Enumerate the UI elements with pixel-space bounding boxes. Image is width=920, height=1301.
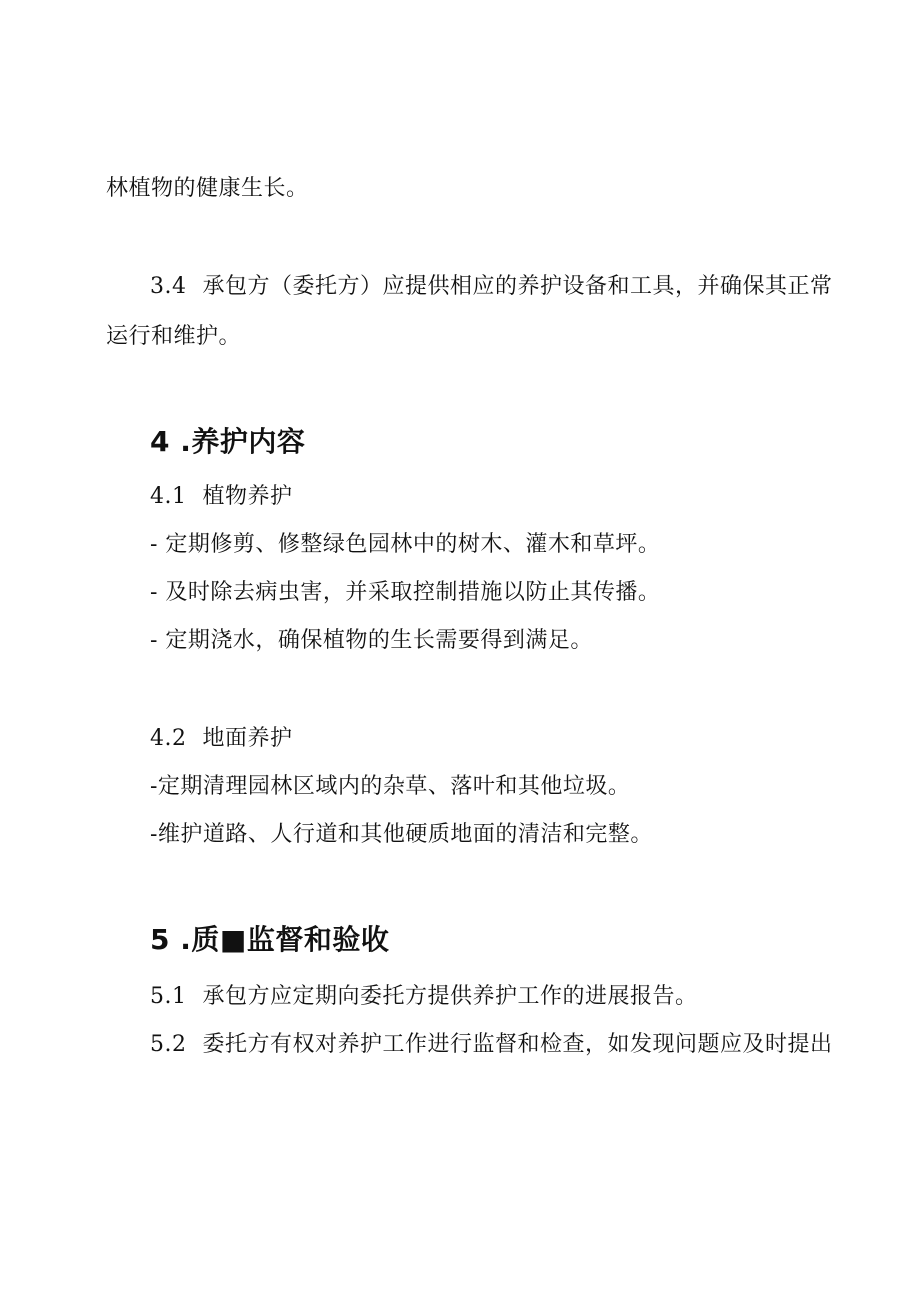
list-item: - 定期修剪、修整绿色园林中的树木、灌木和草坪。: [150, 532, 661, 557]
clause-number: 5.2: [150, 1032, 187, 1057]
clause-5-1: [150, 982, 698, 1012]
paragraph-continuation: 林植物的健康生长。: [106, 176, 309, 201]
clause-3-4-line1: [150, 272, 833, 302]
clause-3-4-line2: 运行和维护。: [106, 324, 242, 349]
section-4-heading: 4 .养护内容: [150, 425, 306, 458]
subsection-number: 4.2: [150, 726, 187, 751]
subsection-4-1-title: [150, 482, 293, 512]
clause-text: 承包方（委托方）应提供相应的养护设备和工具，并确保其正常: [202, 274, 833, 299]
subsection-number: 4.1: [150, 484, 187, 509]
list-item: - 定期浇水，确保植物的生长需要得到满足。: [150, 628, 593, 653]
clause-text: 委托方有权对养护工作进行监督和检查，如发现问题应及时提出: [202, 1032, 833, 1057]
clause-number: 5.1: [150, 984, 187, 1009]
list-item: -维护道路、人行道和其他硬质地面的清洁和完整。: [150, 822, 653, 847]
section-5-heading: 5 .质■监督和验收: [150, 923, 390, 956]
subsection-title: 地面养护: [202, 726, 293, 751]
clause-text: 承包方应定期向委托方提供养护工作的进展报告。: [202, 984, 698, 1009]
clause-number: 3.4: [150, 274, 187, 299]
list-item: -定期清理园林区域内的杂草、落叶和其他垃圾。: [150, 774, 631, 799]
subsection-title: 植物养护: [202, 484, 293, 509]
list-item: - 及时除去病虫害，并采取控制措施以防止其传播。: [150, 580, 661, 605]
subsection-4-2-title: [150, 724, 293, 754]
clause-5-2: [150, 1030, 833, 1060]
